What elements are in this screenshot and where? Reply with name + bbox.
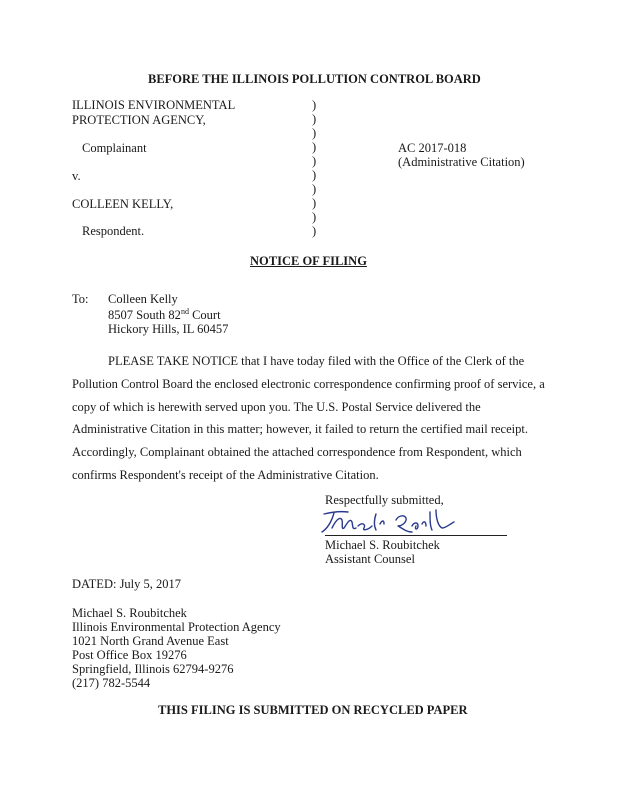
signature-line xyxy=(325,535,507,536)
recycled-paper-notice: THIS FILING IS SUBMITTED ON RECYCLED PAPER xyxy=(158,703,468,717)
body-line: PLEASE TAKE NOTICE that I have today filed with the Office of the Clerk of the xyxy=(108,354,525,368)
body-line: Accordingly, Complainant obtained the attached correspondence from Respondent, which xyxy=(72,445,522,459)
paren: ) xyxy=(312,196,317,210)
contact-city: Springfield, Illinois 62794-9276 xyxy=(72,662,234,676)
contact-address1: 1021 North Grand Avenue East xyxy=(72,634,229,648)
contact-org: Illinois Environmental Protection Agency xyxy=(72,620,281,634)
paren: ) xyxy=(312,98,317,112)
paren: ) xyxy=(312,224,317,238)
addressee-city: Hickory Hills, IL 60457 xyxy=(108,322,229,336)
paren: ) xyxy=(312,182,317,196)
paren: ) xyxy=(312,168,317,182)
paren: ) xyxy=(312,112,317,126)
paren: ) xyxy=(312,140,317,154)
body-line: confirms Respondent's receipt of the Administrative Citation. xyxy=(72,468,379,482)
signer-name: Michael S. Roubitchek xyxy=(325,538,440,552)
complainant-name-line1: ILLINOIS ENVIRONMENTAL xyxy=(72,98,236,112)
case-type: (Administrative Citation) xyxy=(398,155,525,169)
addressee-street xyxy=(108,307,221,323)
body-line: copy of which is herewith served upon you. The U.S. Postal Service delivered the xyxy=(72,400,481,414)
dated-line: DATED: July 5, 2017 xyxy=(72,577,182,591)
complainant-role: Complainant xyxy=(82,141,147,155)
closing: Respectfully submitted, xyxy=(325,493,444,507)
street-suffix: Court xyxy=(188,308,221,322)
body-line: Pollution Control Board the enclosed electronic correspondence confirming proof of service, a xyxy=(72,377,545,391)
notice-title: NOTICE OF FILING xyxy=(250,254,367,268)
respondent-name: COLLEEN KELLY, xyxy=(72,197,174,211)
addressee-name: Colleen Kelly xyxy=(108,292,178,306)
paren: ) xyxy=(312,154,317,168)
versus-label: v. xyxy=(72,169,81,183)
paren: ) xyxy=(312,210,317,224)
paren: ) xyxy=(312,126,317,140)
complainant-name-line2: PROTECTION AGENCY, xyxy=(72,113,206,127)
contact-address2: Post Office Box 19276 xyxy=(72,648,187,662)
body-line: Administrative Citation in this matter; however, it failed to return the certified mail receipt. xyxy=(72,422,528,436)
contact-phone: (217) 782-5544 xyxy=(72,676,151,690)
street-ordinal: nd xyxy=(180,307,189,316)
signer-title: Assistant Counsel xyxy=(325,552,415,566)
to-label: To: xyxy=(72,292,89,306)
document-title: BEFORE THE ILLINOIS POLLUTION CONTROL BOARD xyxy=(148,72,481,86)
contact-name: Michael S. Roubitchek xyxy=(72,606,187,620)
street-number: 8507 South 82 xyxy=(108,308,181,322)
respondent-role: Respondent. xyxy=(82,224,145,238)
case-number: AC 2017-018 xyxy=(398,141,467,155)
